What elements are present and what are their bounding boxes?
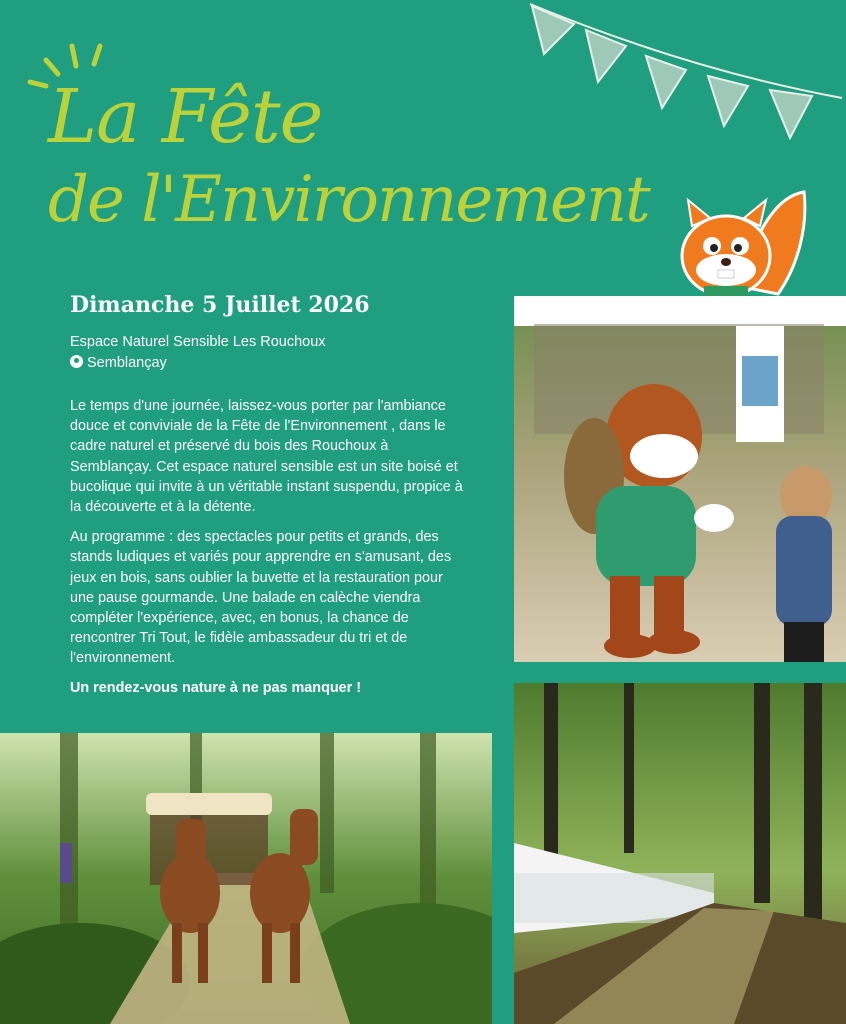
photo-mascot-with-child	[514, 296, 846, 662]
venue-name: Espace Naturel Sensible Les Rouchoux	[70, 334, 326, 350]
event-location	[70, 332, 326, 374]
venue-town-line	[70, 353, 326, 374]
paragraph-programme: Au programme : des spectacles pour petits et grands, des stands ludiques et variés pour apprendre en s'amusant, des jeux en bois, sans oublier la buvette et la restauration pour une pause gourmande. Une balade en calèche viendra compléter l'expérience, avec, en bonus, la chance de rencontrer Tri Tout, le fidèle ambassadeur du tri et de l'environnement.	[70, 529, 452, 667]
title-line-1: La Fête	[48, 74, 323, 160]
title-line-2: de l'Environnement	[48, 163, 649, 237]
bunting-decoration	[520, 0, 846, 150]
event-date: Dimanche 5 Juillet 2026	[70, 292, 370, 318]
paragraph-intro: Le temps d'une journée, laissez-vous porter par l'ambiance douce et conviviale de la Fête de l'Environnement , dans le cadre naturel et préservé du bois des Rouchoux à Semblançay. Cet espace naturel sensible est un site boisé et bucolique qui invite à un véritable instant suspendu, propice à la découverte et à la détente.	[70, 398, 463, 516]
call-to-action: Un rendez-vous nature à ne pas manquer !	[70, 680, 362, 696]
map-pin-icon	[70, 355, 83, 368]
venue-town: Semblançay	[87, 355, 167, 371]
event-description	[70, 396, 470, 679]
photo-horse-carriage	[0, 733, 492, 1024]
squirrel-mascot	[668, 186, 808, 298]
photo-forest-stands	[514, 683, 846, 1024]
